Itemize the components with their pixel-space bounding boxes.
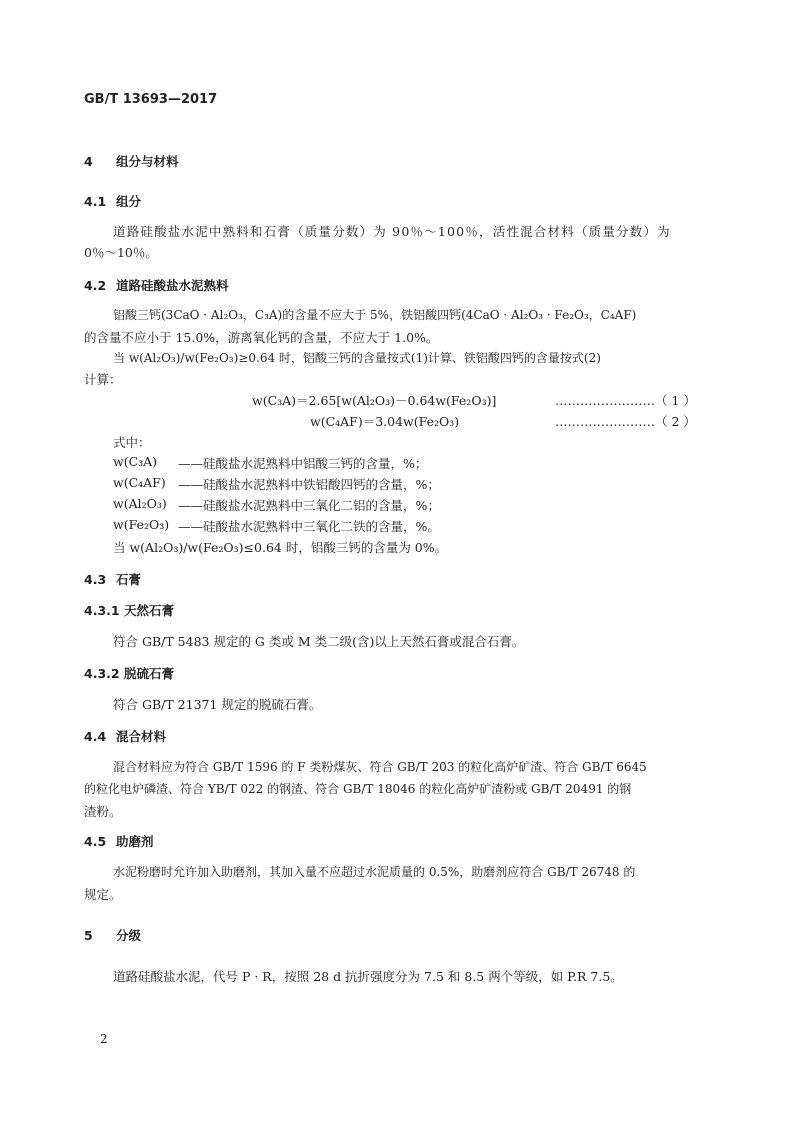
section-number: 4.5 bbox=[84, 834, 107, 849]
paragraph-line: 当 w(Al₂O₃)/w(Fe₂O₃)≤0.64 时，铝酸三钙的含量为 0%。 bbox=[113, 540, 448, 555]
section-title: 道路硅酸盐水泥熟料 bbox=[116, 278, 229, 293]
section-5-heading bbox=[84, 926, 141, 944]
paragraph-line: 0％～10％。 bbox=[84, 245, 158, 260]
section-title: 脱硫石膏 bbox=[124, 666, 175, 681]
section-title: 混合材料 bbox=[116, 729, 167, 744]
section-number: 5 bbox=[84, 928, 93, 943]
section-4-3-heading bbox=[84, 570, 141, 588]
paragraph-line: 规定。 bbox=[84, 887, 122, 902]
where-label: 式中： bbox=[113, 435, 151, 450]
formula-1: w(C₃A)＝2.65[w(Al₂O₃)－0.64w(Fe₂O₃)] bbox=[252, 393, 497, 408]
paragraph-line: 水泥粉磨时允许加入助磨剂，其加入量不应超过水泥质量的 0.5%，助磨剂应符合 GB/T 26748 的 bbox=[113, 865, 636, 879]
section-title: 分级 bbox=[116, 928, 142, 943]
paragraph-line: 的含量不应小于 15.0%，游离氧化钙的含量，不应大于 1.0%。 bbox=[84, 330, 439, 345]
definition-text: ——硅酸盐水泥熟料中铝酸三钙的含量，%； bbox=[178, 456, 428, 471]
definition-symbol: w(C₄AF) bbox=[113, 475, 166, 490]
standard-code-header: GB/T 13693—2017 bbox=[84, 92, 218, 107]
section-title: 天然石膏 bbox=[124, 603, 175, 618]
formula-2: w(C₄AF)＝3.04w(Fe₂O₃) bbox=[310, 414, 460, 429]
section-4-3-2-heading bbox=[84, 664, 174, 682]
section-4-heading bbox=[84, 152, 179, 170]
definition-text: ——硅酸盐水泥熟料中三氧化二铁的含量，%。 bbox=[178, 519, 440, 534]
paragraph-line: 符合 GB/T 21371 规定的脱硫石膏。 bbox=[113, 697, 322, 712]
definition-symbol: w(Fe₂O₃) bbox=[113, 517, 170, 532]
paragraph-line: 铝酸三钙(3CaO · Al₂O₃，C₃A)的含量不应大于 5%，铁铝酸四钙(4CaO · Al₂O₃ · Fe₂O₃，C₄AF) bbox=[113, 308, 637, 322]
section-4-5-heading bbox=[84, 832, 154, 850]
section-number: 4 bbox=[84, 154, 93, 169]
section-4-3-1-heading bbox=[84, 601, 174, 619]
paragraph-line: 道路硅酸盐水泥，代号 P · R，按照 28 d 抗折强度分为 7.5 和 8.5 两个等级，如 P.R 7.5。 bbox=[113, 969, 623, 984]
section-number: 4.4 bbox=[84, 729, 107, 744]
paragraph-line: 道路硅酸盐水泥中熟料和石膏（质量分数）为 90％～100％，活性混合材料（质量分数）为 bbox=[113, 224, 671, 239]
section-number: 4.3.2 bbox=[84, 666, 120, 681]
paragraph-line: 的粒化电炉磷渣、符合 YB/T 022 的钢渣、符合 GB/T 18046 的粒化高炉矿渣粉或 GB/T 20491 的钢 bbox=[84, 782, 632, 796]
section-number: 4.3.1 bbox=[84, 603, 120, 618]
section-4-2-heading bbox=[84, 276, 229, 294]
section-title: 组分 bbox=[116, 194, 142, 209]
formula-2-number: ……………………（ 2 ） bbox=[555, 414, 696, 429]
section-4-1-heading bbox=[84, 192, 141, 210]
paragraph-line: 计算： bbox=[84, 372, 122, 387]
paragraph-line: 当 w(Al₂O₃)/w(Fe₂O₃)≥0.64 时，铝酸三钙的含量按式(1)计算、铁铝酸四钙的含量按式(2) bbox=[113, 351, 601, 365]
section-title: 石膏 bbox=[116, 572, 142, 587]
section-4-4-heading bbox=[84, 727, 166, 745]
definition-symbol: w(Al₂O₃) bbox=[113, 496, 167, 511]
definition-symbol: w(C₃A) bbox=[113, 454, 158, 469]
paragraph-line: 渣粉。 bbox=[84, 804, 122, 819]
section-title: 组分与材料 bbox=[116, 154, 179, 169]
formula-1-number: ……………………（ 1 ） bbox=[555, 393, 696, 408]
section-number: 4.1 bbox=[84, 194, 107, 209]
definition-text: ——硅酸盐水泥熟料中三氧化二铝的含量，%； bbox=[178, 498, 440, 513]
section-number: 4.3 bbox=[84, 572, 107, 587]
paragraph-line: 混合材料应为符合 GB/T 1596 的 F 类粉煤灰、符合 GB/T 203 的粒化高炉矿渣、符合 GB/T 6645 bbox=[113, 760, 647, 774]
section-title: 助磨剂 bbox=[116, 834, 154, 849]
paragraph-line: 符合 GB/T 5483 规定的 G 类或 M 类二级(含)以上天然石膏或混合石膏。 bbox=[113, 634, 525, 649]
page-number: 2 bbox=[100, 1032, 108, 1046]
definition-text: ——硅酸盐水泥熟料中铁铝酸四钙的含量，%； bbox=[178, 477, 440, 492]
section-number: 4.2 bbox=[84, 278, 107, 293]
